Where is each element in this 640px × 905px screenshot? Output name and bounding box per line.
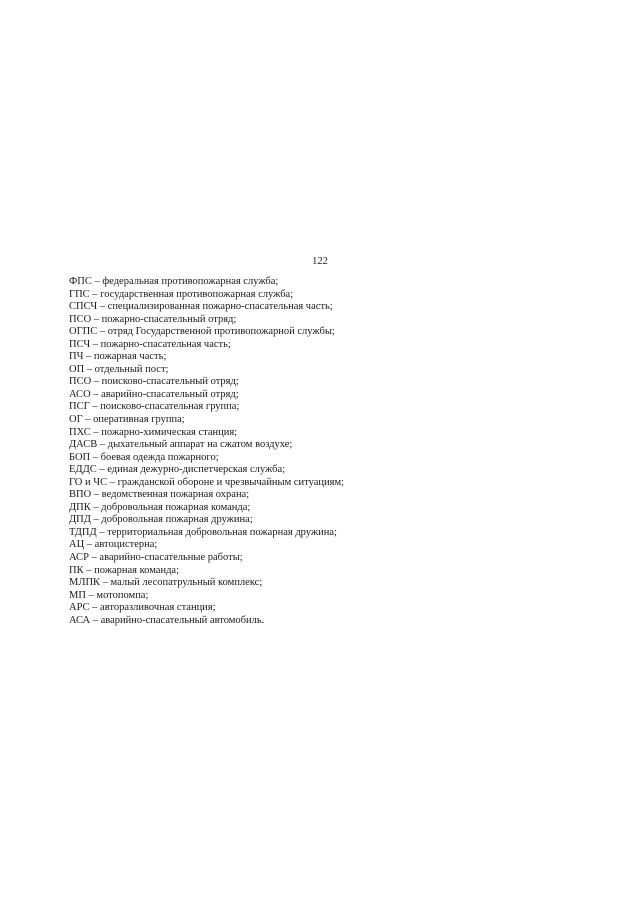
abbreviation-item: ОГ – оперативная группа; <box>69 414 185 426</box>
abbreviation-item: ДПД – добровольная пожарная дружина; <box>69 514 253 526</box>
abbreviation-item: ПСГ – поисково-спасательная группа; <box>69 401 240 413</box>
abbreviation-item: АСР – аварийно-спасательные работы; <box>69 552 243 564</box>
abbreviation-item: ГО и ЧС – гражданской обороне и чрезвычайным ситуациям; <box>69 476 345 488</box>
abbreviation-item: БОП – боевая одежда пожарного; <box>69 451 219 463</box>
abbreviation-item: ПХС – пожарно-химическая станция; <box>69 426 238 438</box>
abbreviation-item: ФПС – федеральная противопожарная служба; <box>69 276 279 287</box>
abbreviation-item: ОГПС – отряд Государственной противопожарной службы; <box>69 326 335 338</box>
abbreviation-item: ПК – пожарная команда; <box>69 564 179 576</box>
abbreviation-item: АСО – аварийно-спасательный отряд; <box>69 388 239 400</box>
abbreviation-item: ПЧ – пожарная часть; <box>69 351 167 363</box>
abbreviation-item: ТДПД – территориальная добровольная пожарная дружина; <box>69 526 337 538</box>
abbreviation-item: ДАСВ – дыхательный аппарат на сжатом воздухе; <box>69 439 293 451</box>
abbreviation-item: ЕДДС – единая дежурно-диспетчерская служба; <box>69 464 286 476</box>
abbreviation-item: АЦ – автоцистерна; <box>69 539 158 551</box>
abbreviation-item: МЛПК – малый лесопатрульный комплекс; <box>69 577 263 589</box>
abbreviation-item: ПСО – пожарно-спасательный отряд; <box>69 313 237 325</box>
abbreviation-list <box>69 276 344 627</box>
abbreviation-item: СПСЧ – специализированная пожарно-спасательная часть; <box>69 301 333 313</box>
abbreviation-item: АСА – аварийно-спасательный автомобиль. <box>69 614 265 626</box>
abbreviation-item: ПСО – поисково-спасательный отряд; <box>69 376 239 388</box>
abbreviation-item: АРС – авторазливочная станция; <box>69 602 216 614</box>
abbreviation-item: ДПК – добровольная пожарная команда; <box>69 501 251 513</box>
abbreviation-item: ВПО – ведомственная пожарная охрана; <box>69 489 250 501</box>
abbreviation-item: ПСЧ – пожарно-спасательная часть; <box>69 338 231 350</box>
abbreviation-item: ГПС – государственная противопожарная служба; <box>69 288 294 300</box>
page-number: 122 <box>312 256 328 267</box>
abbreviation-item: ОП – отдельный пост; <box>69 363 169 375</box>
abbreviation-item: МП – мотопомпа; <box>69 589 149 601</box>
